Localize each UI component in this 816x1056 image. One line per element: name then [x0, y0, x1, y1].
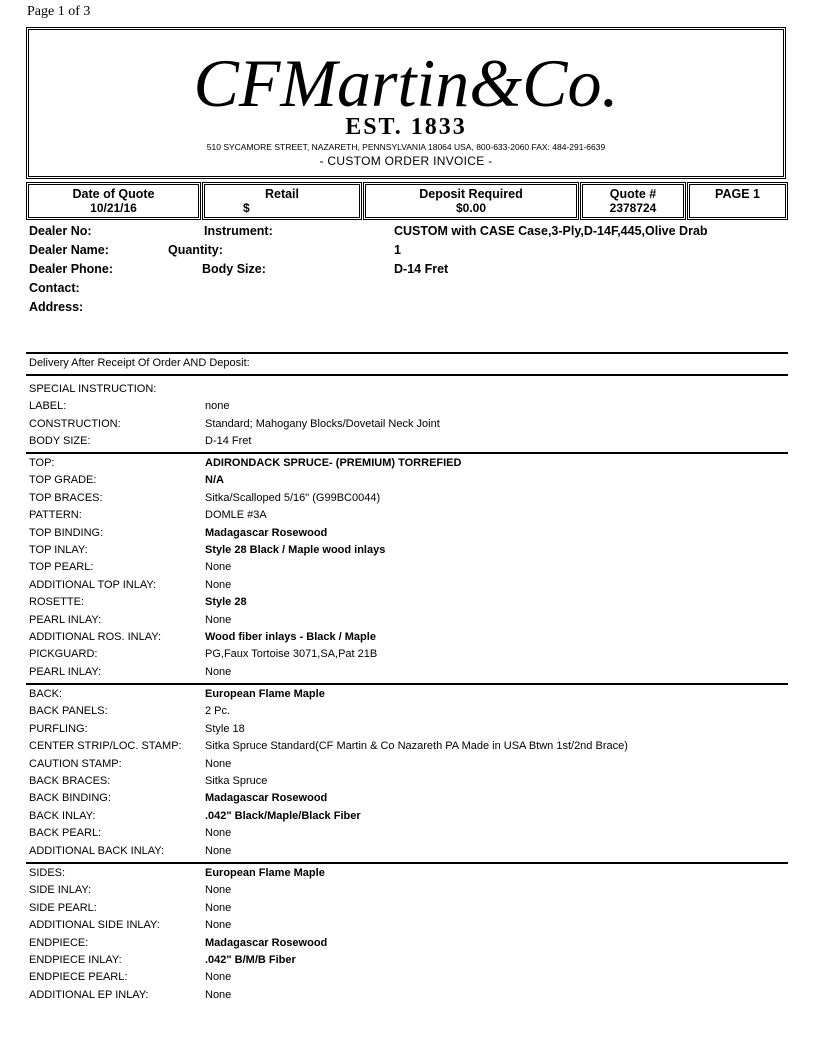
- instrument-label: Instrument:: [204, 224, 273, 238]
- spec-value: none: [205, 400, 230, 413]
- spec-row: [29, 882, 789, 899]
- contact-label: Contact:: [29, 281, 80, 295]
- dealer-name-label: Dealer Name:: [29, 243, 109, 257]
- spec-label: ENDPIECE PEARL:: [29, 971, 128, 984]
- spec-row: [29, 381, 789, 398]
- spec-label: ROSETTE:: [29, 596, 85, 609]
- spec-label: BACK INLAY:: [29, 809, 96, 822]
- spec-label: ADDITIONAL TOP INLAY:: [29, 578, 157, 591]
- quote-number-label: Quote #: [609, 187, 657, 201]
- dealer-no-label: Dealer No:: [29, 224, 92, 238]
- spec-row: [29, 490, 789, 507]
- date-of-quote-cell: [26, 182, 201, 220]
- spec-value: None: [205, 665, 232, 678]
- spec-value: Standard; Mahogany Blocks/Dovetail Neck Joint: [205, 417, 440, 430]
- spec-label: TOP BINDING:: [29, 526, 104, 539]
- spec-row: [29, 664, 789, 681]
- spec-row: [29, 703, 789, 720]
- spec-row: [29, 825, 789, 842]
- spec-value: None: [205, 884, 232, 897]
- spec-label: PEARL INLAY:: [29, 665, 102, 678]
- quote-summary-row: [26, 182, 788, 220]
- spec-value: N/A: [205, 474, 224, 487]
- spec-row: [29, 843, 789, 860]
- spec-label: TOP INLAY:: [29, 544, 88, 556]
- spec-row: [29, 790, 789, 807]
- date-of-quote-label: Date of Quote: [72, 187, 155, 201]
- spec-value: None: [205, 919, 232, 932]
- spec-row: [29, 721, 789, 738]
- spec-label: LABEL:: [29, 400, 67, 413]
- spec-value: European Flame Maple: [205, 867, 325, 879]
- spec-label: PURFLING:: [29, 722, 88, 735]
- quote-number-cell: [580, 182, 686, 220]
- spec-value: Sitka Spruce: [205, 775, 268, 787]
- spec-label: PICKGUARD:: [29, 648, 98, 661]
- spec-row: [29, 542, 789, 559]
- spec-row: [29, 646, 789, 663]
- spec-label: CONSTRUCTION:: [29, 417, 121, 430]
- spec-row: [29, 612, 789, 629]
- spec-row: [29, 559, 789, 576]
- divider: [26, 374, 788, 376]
- spec-row: [29, 917, 789, 934]
- spec-row: [29, 472, 789, 489]
- spec-value: .042" Black/Maple/Black Fiber: [205, 809, 361, 822]
- spec-row: [29, 577, 789, 594]
- deposit-required-value: $0.00: [455, 201, 487, 215]
- instrument-value: CUSTOM with CASE Case,3-Ply,D-14F,445,Olive Drab: [394, 224, 708, 238]
- quote-number-value: 2378724: [609, 201, 657, 215]
- spec-label: ADDITIONAL BACK INLAY:: [29, 844, 165, 857]
- spec-row: [29, 629, 789, 646]
- spec-value: .042" B/M/B Fiber: [205, 954, 296, 966]
- spec-row: [29, 773, 789, 790]
- spec-row: [29, 594, 789, 611]
- spec-row: [29, 935, 789, 952]
- spec-value: Sitka Spruce Standard(CF Martin & Co Nazareth PA Made in USA Btwn 1st/2nd Brace): [205, 740, 628, 753]
- spec-row: [29, 900, 789, 917]
- spec-row: [29, 686, 789, 703]
- invoice-header: [26, 27, 786, 179]
- spec-value: Madagascar Rosewood: [205, 792, 328, 805]
- spec-label: PEARL INLAY:: [29, 613, 102, 626]
- section-divider: [26, 862, 788, 864]
- spec-label: ADDITIONAL SIDE INLAY:: [29, 919, 160, 932]
- spec-value: 2 Pc.: [205, 705, 231, 718]
- dealer-phone-label: Dealer Phone:: [29, 262, 114, 276]
- spec-value: None: [205, 901, 232, 914]
- spec-row: [29, 416, 789, 433]
- date-of-quote-value: 10/21/16: [90, 201, 137, 215]
- spec-value: Wood fiber inlays - Black / Maple: [205, 631, 376, 643]
- address-label: Address:: [29, 300, 84, 314]
- spec-value: Sitka/Scalloped 5/16" (G99BC0044): [205, 491, 381, 504]
- spec-value: ADIRONDACK SPRUCE- (PREMIUM) TORREFIED: [205, 457, 462, 469]
- spec-value: European Flame Maple: [205, 688, 325, 700]
- spec-label: ENDPIECE:: [29, 936, 89, 949]
- spec-label: BACK BRACES:: [29, 775, 111, 787]
- spec-row: [29, 398, 789, 415]
- spec-row: [29, 738, 789, 755]
- spec-label: TOP BRACES:: [29, 491, 103, 504]
- martin-logo: [29, 34, 783, 144]
- spec-value: Style 28: [205, 596, 247, 609]
- logo-est: EST. 1833: [345, 114, 467, 140]
- spec-value: PG,Faux Tortoise 3071,SA,Pat 21B: [205, 648, 378, 661]
- spec-row: [29, 756, 789, 773]
- spec-value: None: [205, 971, 232, 984]
- spec-label: BACK PEARL:: [29, 827, 102, 840]
- spec-row: [29, 952, 789, 969]
- deposit-required-cell: [363, 182, 579, 220]
- spec-label: BODY SIZE:: [29, 435, 91, 448]
- spec-label: ADDITIONAL EP INLAY:: [29, 988, 149, 1001]
- delivery-note: Delivery After Receipt Of Order AND Deposit:: [29, 357, 250, 369]
- spec-label: TOP GRADE:: [29, 474, 97, 487]
- logo-script: CFMartin&Co.: [193, 45, 619, 121]
- page-number: Page 1 of 3: [27, 4, 91, 19]
- spec-value: D-14 Fret: [205, 435, 252, 448]
- spec-label: BACK:: [29, 688, 63, 700]
- company-address: 510 SYCAMORE STREET, NAZARETH, PENNSYLVANIA 18064 USA, 800-633-2060 FAX: 484-291-6639: [206, 142, 606, 152]
- spec-value: DOMLE #3A: [205, 509, 267, 522]
- spec-row: [29, 507, 789, 524]
- spec-value: None: [205, 757, 232, 770]
- spec-label: BACK PANELS:: [29, 705, 108, 718]
- retail-label: Retail: [264, 187, 300, 201]
- spec-row: [29, 433, 789, 450]
- spec-label: TOP PEARL:: [29, 561, 94, 574]
- body-size-label: Body Size:: [202, 262, 266, 276]
- spec-row: [29, 987, 789, 1004]
- spec-label: CENTER STRIP/LOC. STAMP:: [29, 740, 182, 753]
- spec-label: ENDPIECE INLAY:: [29, 954, 122, 966]
- spec-row: [29, 455, 789, 472]
- spec-label: CAUTION STAMP:: [29, 757, 122, 770]
- spec-row: [29, 969, 789, 986]
- spec-row: [29, 525, 789, 542]
- spec-value: None: [205, 613, 232, 626]
- body-size-value: D-14 Fret: [394, 262, 449, 276]
- spec-value: None: [205, 844, 232, 857]
- page-cell-label: PAGE 1: [715, 187, 760, 201]
- spec-label: SIDES:: [29, 867, 66, 879]
- invoice-title: - CUSTOM ORDER INVOICE -: [319, 154, 493, 168]
- quantity-label: Quantity:: [168, 243, 223, 257]
- spec-label: PATTERN:: [29, 509, 82, 522]
- spec-label: BACK BINDING:: [29, 792, 111, 805]
- divider: [26, 352, 788, 354]
- spec-value: None: [205, 988, 232, 1001]
- quantity-value: 1: [394, 243, 401, 257]
- spec-value: None: [205, 827, 232, 840]
- spec-row: [29, 865, 789, 882]
- retail-cell: [202, 182, 362, 220]
- spec-value: None: [205, 578, 232, 591]
- section-divider: [26, 683, 788, 685]
- spec-value: Style 28 Black / Maple wood inlays: [205, 544, 386, 556]
- spec-value: None: [205, 561, 232, 574]
- section-divider: [26, 452, 788, 454]
- spec-value: Madagascar Rosewood: [205, 526, 328, 539]
- spec-label: SPECIAL INSTRUCTION:: [29, 383, 157, 395]
- retail-value: $: [243, 201, 250, 215]
- spec-row: [29, 808, 789, 825]
- spec-label: TOP:: [29, 457, 55, 469]
- spec-value: Madagascar Rosewood: [205, 936, 328, 949]
- spec-label: SIDE PEARL:: [29, 901, 97, 914]
- page-cell: [687, 182, 788, 220]
- deposit-required-label: Deposit Required: [419, 187, 523, 201]
- spec-label: ADDITIONAL ROS. INLAY:: [29, 631, 162, 643]
- spec-label: SIDE INLAY:: [29, 884, 92, 897]
- spec-value: Style 18: [205, 722, 245, 735]
